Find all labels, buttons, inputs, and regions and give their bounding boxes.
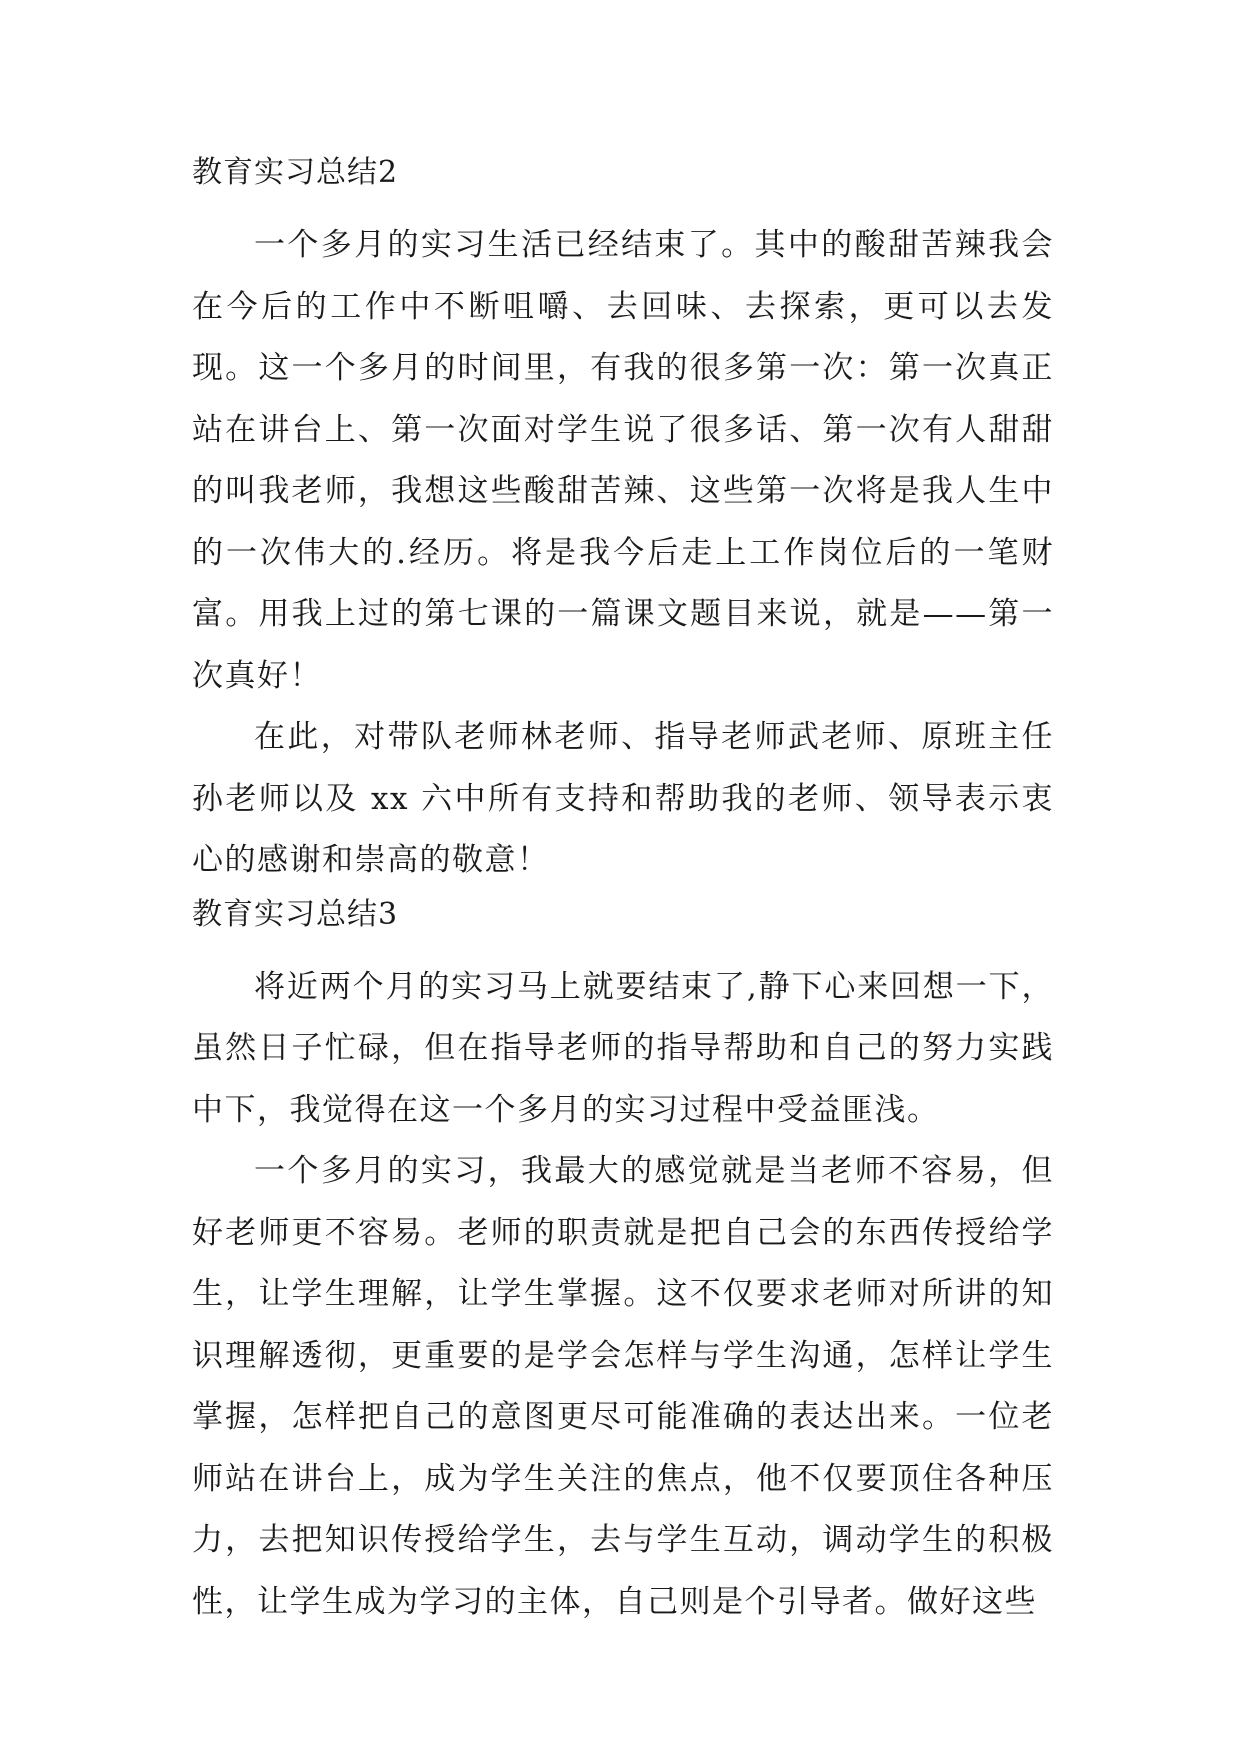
section-title: 教育实习总结2 (192, 155, 399, 190)
section-title: 教育实习总结3 (192, 896, 399, 932)
paragraph: 一个多月的实习，我最大的感觉就是当老师不容易，但好老师更不容易。老师的职责就是把自己会的东西传授给学生，让学生理解，让学生掌握。这不仅要求老师对所讲的知识理解透彻，更重要的是学会怎样与学生沟通，怎样让学生掌握，怎样把自己的意图更尽可能准确的表达出来。一位老师站在讲台上，成为学生关注的焦点，他不仅要顶住各种压力，去把知识传授给学生，去与学生互动，调动学生的积极性，让学生成为学习的主体，自己则是个引导者。做好这些 (192, 1153, 1054, 1620)
paragraph: 在此，对带队老师林老师、指导老师武老师、原班主任孙老师以及 xx 六中所有支持和帮助我的老师、领导表示衷心的感谢和崇高的敬意！ (192, 719, 1054, 878)
paragraph: 将近两个月的实习马上就要结束了,静下心来回想一下，虽然日子忙碌，但在指导老师的指导帮助和自己的努力实践中下，我觉得在这一个多月的实习过程中受益匪浅。 (192, 968, 1054, 1128)
paragraph: 一个多月的实习生活已经结束了。其中的酸甜苦辣我会在今后的工作中不断咀嚼、去回味、去探索，更可以去发现。这一个多月的时间里，有我的很多第一次：第一次真正站在讲台上、第一次面对学生说了很多话、第一次有人甜甜的叫我老师，我想这些酸甜苦辣、这些第一次将是我人生中的一次伟大的.经历。将是我今后走上工作岗位后的一笔财富。用我上过的第七课的一篇课文题目来说，就是——第一次真好！ (192, 227, 1054, 694)
document-page (192, 155, 1054, 1633)
